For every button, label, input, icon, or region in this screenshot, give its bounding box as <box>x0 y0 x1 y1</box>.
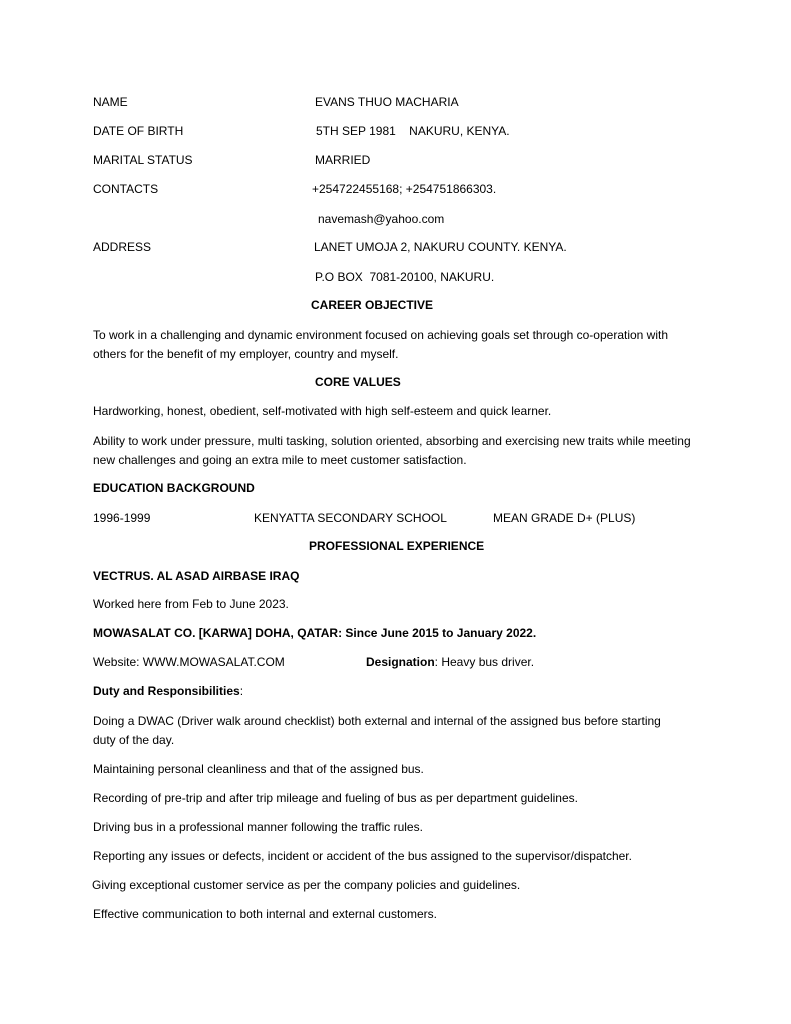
core-values-line-2: Ability to work under pressure, multi tasking, solution oriented, absorbing and exercising new traits while meeting new challenges and going an extra mile to meet customer satisfaction. <box>93 434 691 467</box>
job2-designation <box>366 655 534 670</box>
core-values-heading: CORE VALUES <box>315 375 401 389</box>
experience-heading: PROFESSIONAL EXPERIENCE <box>309 539 485 553</box>
name-label: NAME <box>93 95 128 109</box>
job1-text: Worked here from Feb to June 2023. <box>93 597 289 611</box>
duty-item: Driving bus in a professional manner following the traffic rules. <box>93 820 423 834</box>
education-grade: MEAN GRADE D+ (PLUS) <box>493 511 636 525</box>
duties-label: Duty and Responsibilities <box>93 684 240 698</box>
education-school: KENYATTA SECONDARY SCHOOL <box>254 511 447 525</box>
duty-item: Recording of pre-trip and after trip mileage and fueling of bus as per department guidelines. <box>93 791 578 805</box>
designation-label: Designation <box>366 655 435 669</box>
contacts-phone: +254722455168; +254751866303. <box>312 182 497 196</box>
duties-colon: : <box>239 684 244 698</box>
address-line-2: P.O BOX 7081-20100, NAKURU. <box>315 270 495 284</box>
job1-title: VECTRUS. AL ASAD AIRBASE IRAQ <box>93 569 300 583</box>
duties-heading <box>93 684 243 699</box>
career-objective-heading: CAREER OBJECTIVE <box>311 298 434 312</box>
contacts-label: CONTACTS <box>93 182 159 196</box>
dob-label: DATE OF BIRTH <box>93 124 184 138</box>
address-label: ADDRESS <box>93 240 152 254</box>
marital-status-label: MARITAL STATUS <box>93 153 193 167</box>
duty-item: Doing a DWAC (Driver walk around checklist) both external and internal of the assigned bus before starting duty of the day. <box>93 714 661 747</box>
job2-title: MOWASALAT CO. [KARWA] DOHA, QATAR: Since June 2015 to January 2022. <box>93 626 537 640</box>
address-line-1: LANET UMOJA 2, NAKURU COUNTY. KENYA. <box>314 240 567 254</box>
education-years: 1996-1999 <box>93 511 151 525</box>
duty-item: Effective communication to both internal and external customers. <box>93 907 437 921</box>
career-objective-text: To work in a challenging and dynamic environment focused on achieving goals set through co-operation with others for the benefit of my employer, country and myself. <box>93 328 669 361</box>
name-value: EVANS THUO MACHARIA <box>315 95 459 109</box>
contacts-email: navemash@yahoo.com <box>318 212 445 226</box>
marital-status-value: MARRIED <box>315 153 371 167</box>
job2-website: Website: WWW.MOWASALAT.COM <box>93 655 285 669</box>
duty-item: Maintaining personal cleanliness and that of the assigned bus. <box>93 762 424 776</box>
core-values-line-1: Hardworking, honest, obedient, self-motivated with high self-esteem and quick learner. <box>93 404 552 418</box>
duty-item: Giving exceptional customer service as per the company policies and guidelines. <box>92 878 521 892</box>
designation-value: : Heavy bus driver. <box>434 655 535 669</box>
duty-item: Reporting any issues or defects, incident or accident of the bus assigned to the supervisor/dispatcher. <box>93 849 632 863</box>
education-heading: EDUCATION BACKGROUND <box>93 481 255 495</box>
dob-value: 5TH SEP 1981 NAKURU, KENYA. <box>316 124 510 138</box>
